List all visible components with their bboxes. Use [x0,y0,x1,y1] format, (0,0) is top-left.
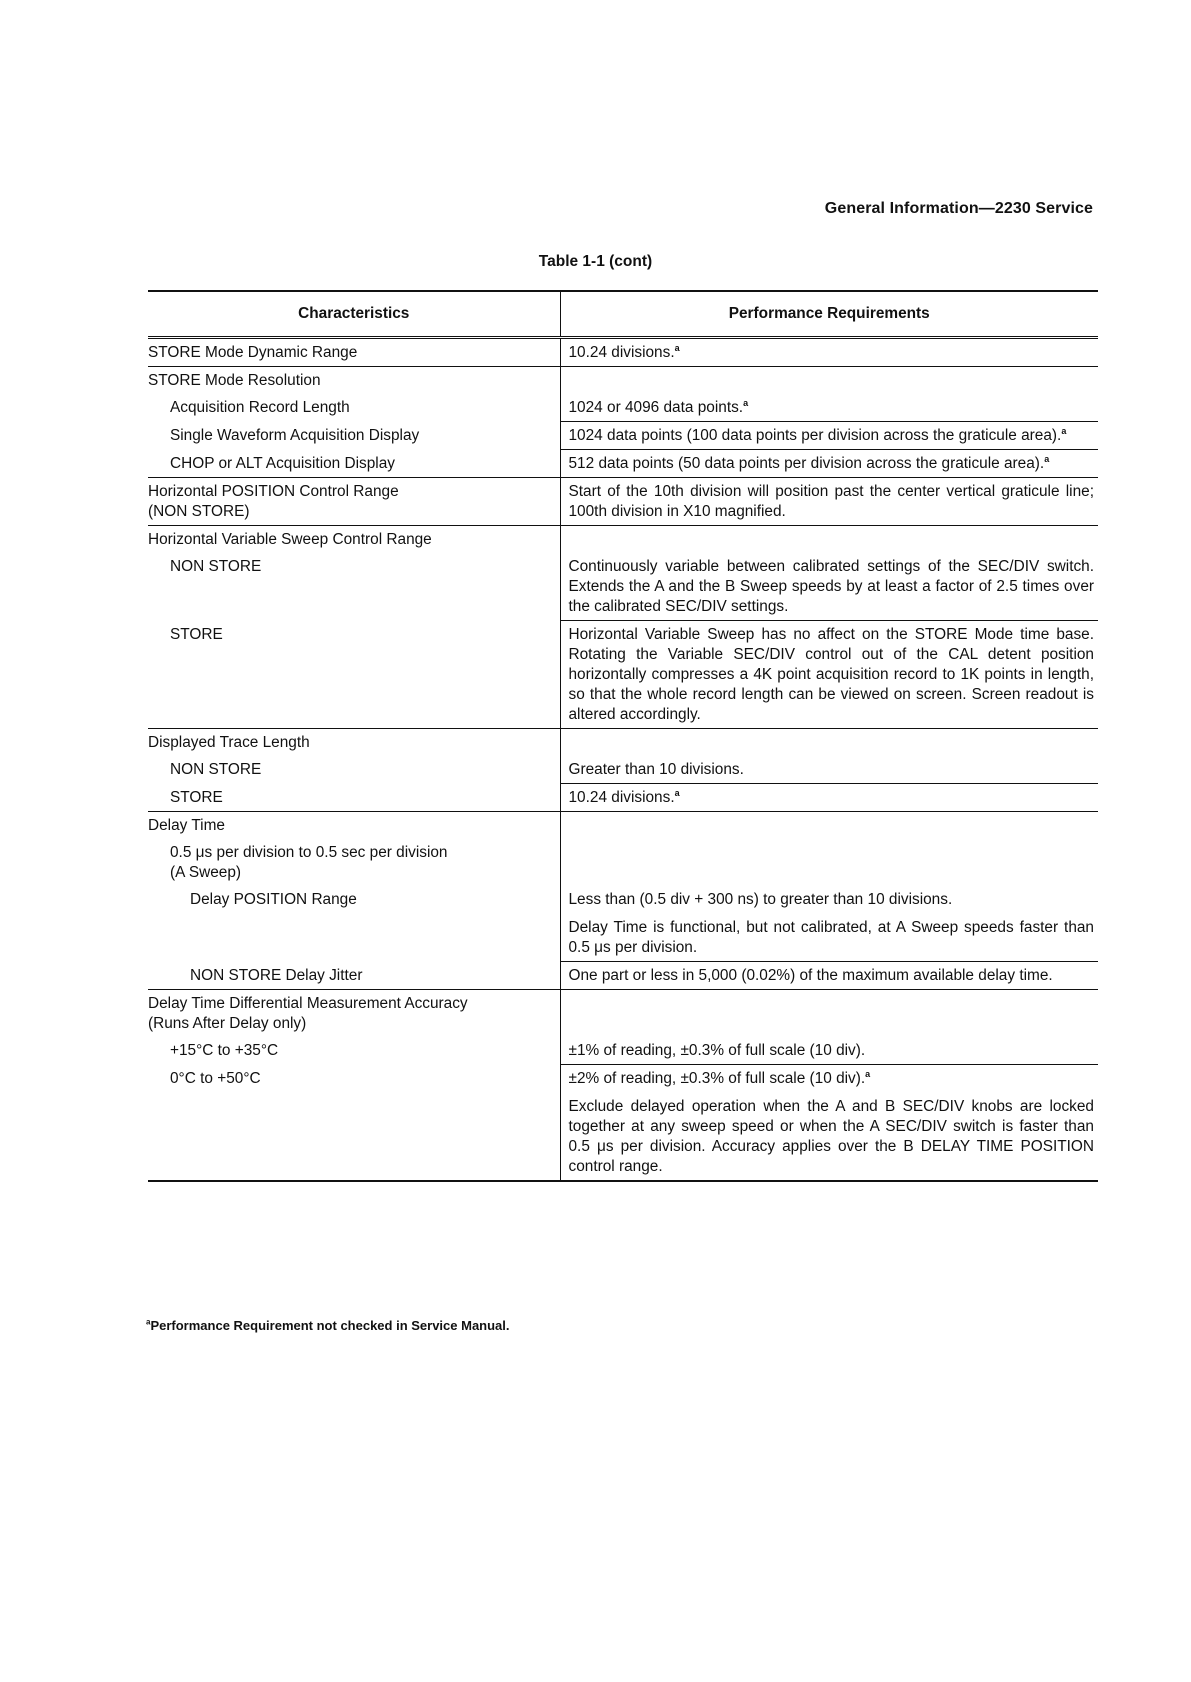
char-line: (A Sweep) [170,864,242,881]
char-cell: Delay POSITION Range [190,891,357,908]
footnote [146,1318,510,1333]
perf-cell [560,338,1098,367]
table-row [148,367,1098,395]
perf-cell [560,839,1098,886]
perf-cell [560,1065,1098,1182]
char-cell [148,478,560,526]
char-line: 0.5 μs per division to 0.5 sec per division [170,844,448,861]
table-header-row [148,291,1098,338]
table-row [148,990,1098,1038]
perf-text: Less than (0.5 div + 300 ns) to greater than 10 divisions. [568,891,953,908]
footnote-marker: a [743,397,749,408]
table-row [148,729,1098,757]
table-row [148,450,1098,478]
char-line: Horizontal POSITION Control Range [148,483,399,500]
perf-text: 512 data points (50 data points per division across the graticule area). [568,455,1045,472]
perf-text [569,1069,1095,1089]
char-cell: Single Waveform Acquisition Display [170,426,420,444]
char-cell: STORE Mode Dynamic Range [148,338,560,367]
perf-cell: Horizontal Variable Sweep has no affect on the STORE Mode time base. Rotating the Variable SEC/DIV control out of the CAL detent position horizontally compresses a 4K point acquisition record to 1K points in length, so that the whole record length can be viewed on screen. Screen readout is altered accordingly. [560,621,1098,729]
perf-cell: One part or less in 5,000 (0.02%) of the maximum available delay time. [560,962,1098,990]
table-row [148,812,1098,840]
table-row [148,962,1098,990]
table-row [148,1037,1098,1065]
char-cell: Horizontal Variable Sweep Control Range [148,531,432,548]
char-cell: 0°C to +50°C [148,1065,560,1182]
perf-cell [560,784,1098,812]
table-row [148,553,1098,621]
perf-cell [560,394,1098,422]
char-cell: NON STORE [170,761,262,778]
char-line: (Runs After Delay only) [148,1015,307,1032]
perf-cell [560,367,1098,395]
char-cell: Delay Time [148,817,225,834]
table-title: Table 1-1 (cont) [538,253,653,270]
char-cell: STORE [148,621,560,729]
table-row [148,886,1098,962]
footnote-marker: a [865,1068,871,1079]
footnote-marker: a [1044,453,1050,464]
perf-cell [560,450,1098,478]
perf-cell [560,526,1098,554]
char-line: (NON STORE) [148,503,250,520]
footnote-marker: a [1061,425,1067,436]
footnote-marker: a [674,342,680,353]
char-cell: CHOP or ALT Acquisition Display [148,450,560,478]
perf-cell: ±1% of reading, ±0.3% of full scale (10 div). [560,1037,1098,1065]
perf-cell [560,729,1098,757]
table-row [148,756,1098,784]
running-header: General Information—2230 Service [824,200,1093,217]
char-cell: +15°C to +35°C [170,1042,279,1059]
char-cell [148,990,560,1038]
perf-cell: Start of the 10th division will position past the center vertical graticule line; 100th division in X10 magnified. [560,478,1098,526]
column-header-characteristics: Characteristics [148,291,560,338]
perf-text-inner: ±2% of reading, ±0.3% of full scale (10 div). [568,1070,866,1087]
footnote-text: Performance Requirement not checked in Service Manual. [150,1318,510,1333]
perf-text: Exclude delayed operation when the A and B SEC/DIV knobs are locked together at any sweep speed or when the A SEC/DIV switch is faster than 0.5 μs per division. Accuracy applies over the B DELAY TIME POSITION control range. [568,1098,1094,1175]
table-row [148,839,1098,886]
table-row [148,394,1098,422]
footnote-marker: a [146,1317,151,1327]
char-line: Delay Time Differential Measurement Accuracy [148,995,468,1012]
table-row [148,526,1098,554]
perf-text: 1024 or 4096 data points. [568,399,744,416]
char-cell: STORE Mode Resolution [148,372,321,389]
char-cell: NON STORE [170,558,262,575]
perf-text: Delay Time is functional, but not calibrated, at A Sweep speeds faster than 0.5 μs per division. [568,919,1094,956]
char-cell: Displayed Trace Length [148,734,310,751]
table-row [148,1065,1098,1182]
table-row [148,621,1098,729]
table-row [148,338,1098,367]
perf-text: 1024 data points (100 data points per division across the graticule area). [568,427,1062,444]
table-row [148,784,1098,812]
perf-cell: Greater than 10 divisions. [560,756,1098,784]
perf-cell: Continuously variable between calibrated settings of the SEC/DIV switch. Extends the A and the B Sweep speeds by at least a factor of 2.5 times over the calibrated SEC/DIV settings. [560,553,1098,621]
footnote-marker: a [674,787,680,798]
perf-text: 10.24 divisions. [568,344,675,361]
perf-cell [560,886,1098,962]
char-cell [148,839,560,886]
column-header-performance: Performance Requirements [560,291,1098,338]
table-row [148,422,1098,450]
char-cell: STORE [148,784,560,812]
perf-text: 10.24 divisions. [568,789,675,806]
char-cell: NON STORE Delay Jitter [148,962,560,990]
specification-table [148,290,1098,1182]
perf-cell [560,812,1098,840]
table-row [148,478,1098,526]
perf-cell [560,422,1098,450]
perf-cell [560,990,1098,1038]
char-cell: Acquisition Record Length [170,399,350,416]
